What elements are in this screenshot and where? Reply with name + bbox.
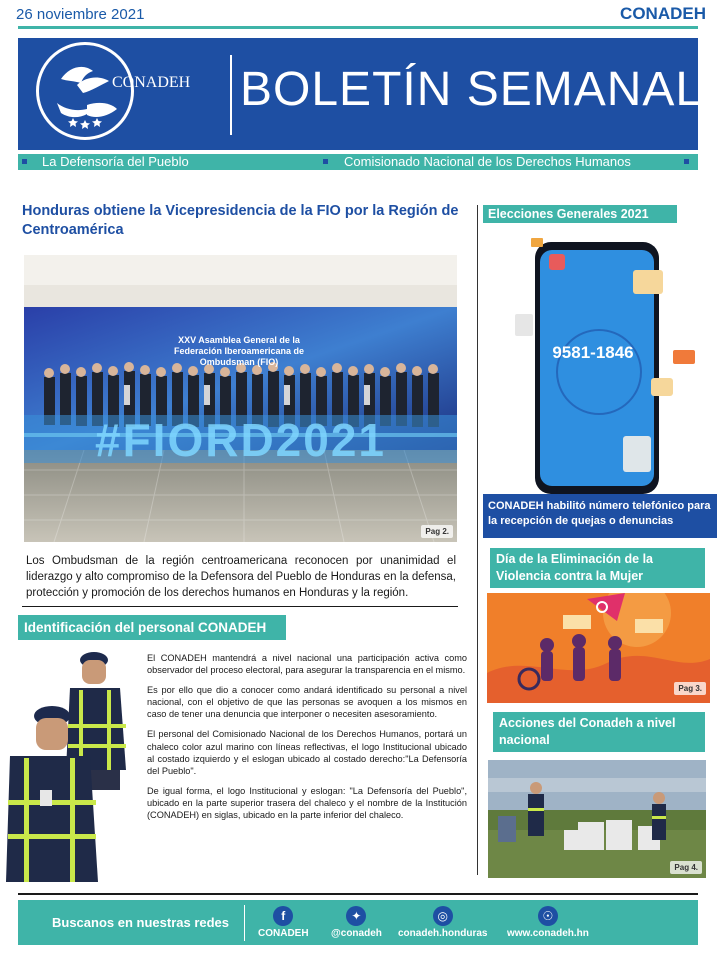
elections-heading[interactable]: Elecciones Generales 2021 — [483, 205, 677, 223]
page-tag[interactable]: Pag 2. — [421, 525, 453, 538]
social-twitter[interactable] — [331, 906, 382, 939]
phone-illustration — [483, 228, 717, 538]
identification-paragraph: De igual forma, el logo Institucional y eslogan: "La Defensoría del Pueblo", ubicado en la parte superior trasera del chaleco y el nombre de la Institución (CONADEH) en siglas, ubicado en la parte inferior del chaleco. — [147, 785, 467, 821]
slogan-left: La Defensoría del Pueblo — [42, 154, 189, 169]
field-actions-photo — [488, 760, 706, 878]
identification-paragraph: El personal del Comisionado Nacional de los Derechos Humanos, portará un chaleco color azul marino con líneas reflectivas, el logo Institucional ubicado al costado izquierdo y el eslogan ubicado al costado derecho:"La Defensoría del Pueblo". — [147, 729, 467, 776]
social-facebook[interactable] — [258, 906, 309, 939]
facebook-icon: f — [273, 906, 293, 926]
banner-divider — [230, 55, 232, 135]
logo-text: CONADEH — [112, 74, 191, 91]
identification-paragraph: Es por ello que dio a conocer como andará identificado su personal a nivel nacional, con el objetivo de que las personas se avoquen a los mismos en caso de tener una denuncia que interponer o necesiten asesoramiento. — [147, 685, 467, 720]
slogan-bar — [18, 154, 698, 170]
identification-heading[interactable]: Identificación del personal CONADEH — [18, 615, 286, 640]
social-text: @conadeh — [331, 928, 382, 939]
column-divider — [477, 205, 478, 875]
social-instagram[interactable] — [398, 906, 487, 939]
women-march-illustration — [487, 593, 710, 703]
page-tag[interactable]: Pag 4. — [670, 861, 702, 874]
page-tag[interactable]: Pag 3. — [674, 682, 706, 695]
staff-vest-photo — [4, 650, 134, 892]
slogan-right: Comisionado Nacional de los Derechos Humanos — [344, 154, 631, 169]
main-article-title[interactable]: Honduras obtiene la Vicepresidencia de la FIO por la Región de Centroamérica — [22, 203, 459, 238]
elections-caption: CONADEH habilitó número telefónico para la recepción de quejas o denuncias — [483, 494, 717, 538]
bullet-icon — [22, 159, 27, 164]
twitter-icon: ✦ — [346, 906, 366, 926]
page-title: BOLETÍN SEMANAL — [240, 63, 704, 116]
photo-hashtag: #FIORD2021 — [94, 414, 386, 466]
phone-number[interactable]: 9581-1846 — [552, 343, 634, 362]
actions-heading[interactable]: Acciones del Conadeh a nivel nacional — [493, 712, 705, 752]
brand-name: CONADEH — [620, 4, 706, 23]
identification-paragraph: El CONADEH mantendrá a nivel nacional una participación activa como observador del proceso electoral, para asegurar la transparencia en el mismo. — [147, 653, 467, 676]
violence-heading[interactable]: Día de la Eliminación de la Violencia contra la Mujer — [490, 548, 705, 588]
header-divider — [18, 26, 698, 29]
issue-date: 26 noviembre 2021 — [16, 6, 145, 23]
web-icon: ☉ — [538, 906, 558, 926]
bullet-icon — [323, 159, 328, 164]
social-text: CONADEH — [258, 928, 309, 939]
identification-body — [147, 652, 467, 829]
instagram-icon: ◎ — [433, 906, 453, 926]
main-article-lead: Los Ombudsman de la región centroamericana reconocen por unanimidad el liderazgo y alto compromiso de la Defensora del Pueblo de Honduras en la defensa, protección y promoción de los derechos humanos en Honduras y la región. — [26, 555, 456, 599]
social-text: conadeh.honduras — [398, 928, 488, 939]
footer-divider — [18, 893, 698, 895]
bullet-icon — [684, 159, 689, 164]
social-text: www.conadeh.hn — [507, 928, 589, 939]
footer-separator — [244, 905, 245, 941]
fio-assembly-photo — [24, 255, 457, 542]
social-label: Buscanos en nuestras redes — [52, 915, 230, 930]
article-divider — [22, 606, 458, 607]
photo-banner-text: XXV Asamblea General de la Federación Iberoamericana de Ombudsman (FIO) — [173, 335, 305, 367]
social-web[interactable] — [507, 906, 589, 939]
